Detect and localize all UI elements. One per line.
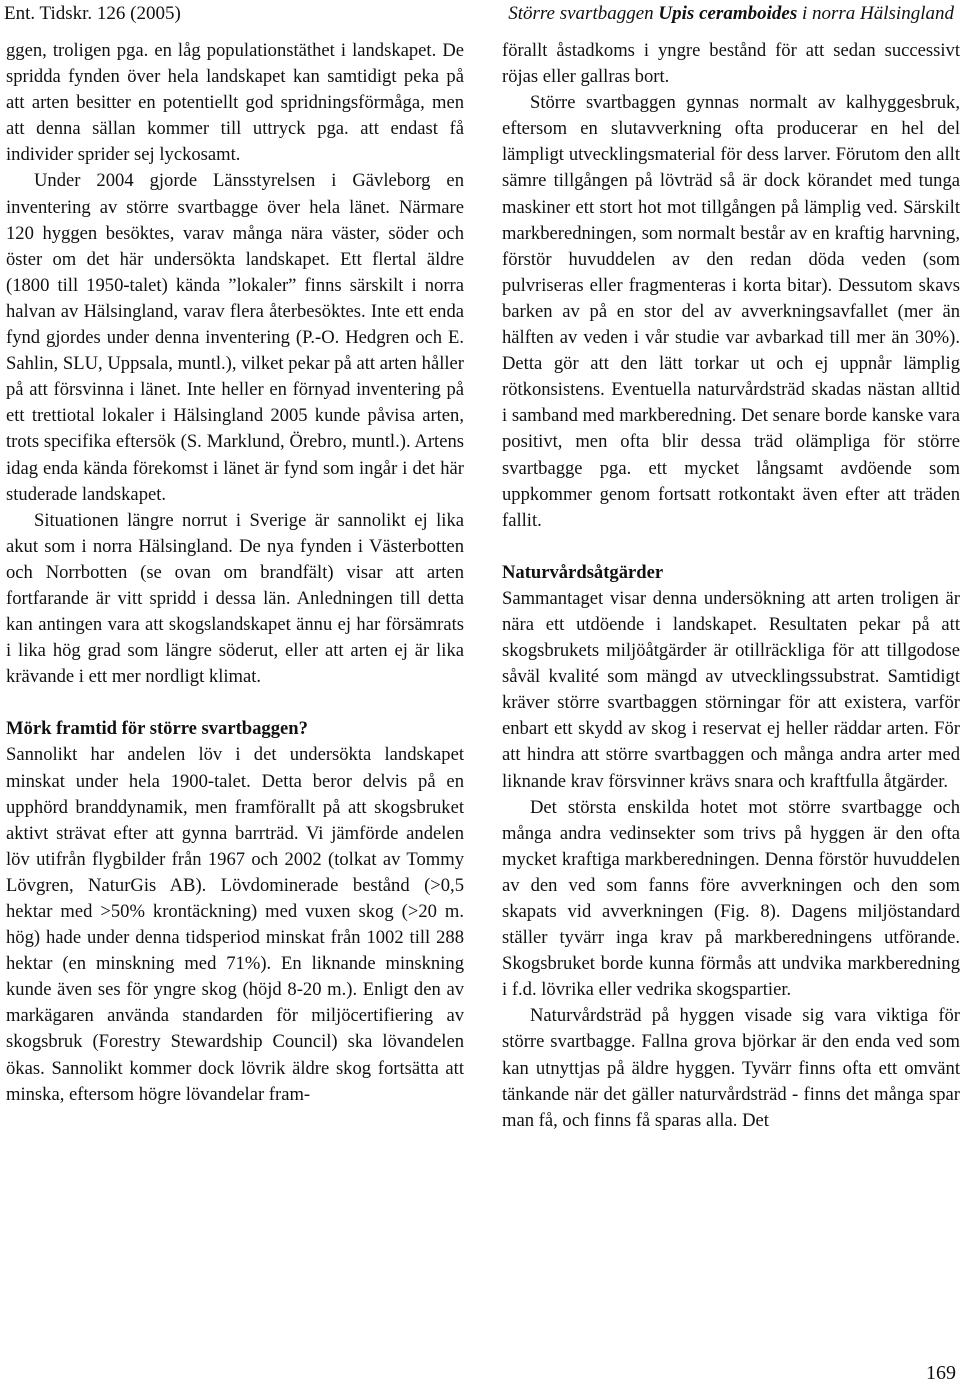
page-number: 169 xyxy=(926,1362,956,1384)
paragraph: Större svartbaggen gynnas normalt av kalhyggesbruk, eftersom en slutavverkning ofta producerar en hel del lämpligt utvecklingsmaterial för dess larver. Förutom den allt sämre tillgången på lövträd så är dock körandet med tunga maskiner ett stort hot mot tillgången på lämplig ved. Särskilt markberedningen, som normalt består av en kraftig harvning, förstör huvuddelen av den redan döda veden (som pulvriseras eller fragmenteras i korta bitar). Dessutom skavs barken av på en stor del av avverkningsavfallet (mer än hälften av veden i vår studie var avbarkad till mer än 30%). Detta gör att den lätt torkar ut och ej uppnår lämplig rötkonsistens. Eventuella naturvårdsträd skadas nästan alltid i samband med markberedning. Det senare borde kanske vara positivt, men ofta blir dessa träd olämpliga för större svartbagge pga. ett mycket långsamt avdöende som uppkommer genom fortsatt rotkontakt även efter att träden fallit. xyxy=(502,92,960,531)
species-name: Upis ceramboides xyxy=(658,3,798,24)
paragraph: Sammantaget visar denna undersökning att arten troligen är nära ett utdöende i landskapet. Resultaten pekar på att skogsbrukets miljöåtgärder är otillräckliga för att tillgodose såväl kvalité som mängd av utvecklingssubstrat. Samtidigt kräver större svartbaggen störningar för att existera, varför enbart ett skydd av skog i reservat ej heller räddar arten. För att hindra att större svartbaggen och många andra arter med liknande krav försvinner krävs snara och kraftfulla åtgärder. xyxy=(502,587,960,792)
section-heading: Mörk framtid för större svartbaggen? xyxy=(6,718,308,740)
paragraph: Sannolikt har andelen löv i det undersökta landskapet minskat under hela 1900-talet. Detta beror delvis på en upphörd branddynamik, men framförallt på att skogsbruket aktivt strävat efter att gynna barrträd. Vi jämförde andelen löv utifrån flygbilder från 1967 och 2002 (tolkat av Tommy Lövgren, NaturGis AB). Lövdominerade bestånd (>0,5 hektar med >50% krontäckning) med vuxen skog (>20 m. hög) hade under denna tidsperiod minskat från 1002 till 288 hektar (en minskning med 71%). En liknande minskning kunde även ses för yngre skog (höjd 8-20 m.). Enligt den av markägaren använda standarden för miljöcertifiering av skogsbruk (Forestry Stewardship Council) ska lövandelen ökas. Sannolikt kommer dock lövrik äldre skog fortsätta att minska, eftersom högre lövandelar fram- xyxy=(6,744,464,1105)
paragraph: Naturvårdsträd på hyggen visade sig vara viktiga för större svartbagge. Fallna grova björkar är den enda ved som kan utnyttjas på äldre hyggen. Tyvärr finns ofta ett omvänt tänkande när det gäller naturvårdsträd - finns det många spar man få, och finns få sparas alla. Det xyxy=(502,1005,960,1131)
left-column xyxy=(6,38,464,1108)
paragraph: Under 2004 gjorde Länsstyrelsen i Gävleborg en inventering av större svartbagge över hela länet. Närmare 120 hyggen besöktes, varav många nära väster, söder och öster om det här undersökta landskapet. Ett flertal äldre (1800 till 1950-talet) kända ”lokaler” finns särskilt i norra halvan av Hälsingland, varav flera återbesöktes. Inte ett enda fynd gjordes under denna inventering (P.-O. Hedgren och E. Sahlin, SLU, Uppsala, muntl.), vilket pekar på att arten håller på att försvinna i länet. Inte heller en förnyad inventering på ett trettiotal lokaler i Hälsingland 2005 kunde påvisa arten, trots specifika eftersök (S. Marklund, Örebro, muntl.). Artens idag enda kända förekomst i länet är fynd som ingår i det här studerade landskapet. xyxy=(6,170,464,505)
running-title: Större svartbaggen Upis ceramboides i norra Hälsingland xyxy=(508,3,954,24)
paragraph: Det största enskilda hotet mot större svartbagge och många andra vedinsekter som trivs på hyggen är den ofta mycket kraftiga markberedningen. Denna förstör huvuddelen av den ved som fanns före avverkningen och den som skapats vid avverkningen (Fig. 8). Dagens miljöstandard ställer tyvärr inga krav på markberedningens utförande. Skogsbruket borde kunna förmås att undvika markberedning i f.d. lövrika eller vedrika skogspartier. xyxy=(502,796,960,1001)
right-column xyxy=(502,38,960,1134)
paragraph: Situationen längre norrut i Sverige är sannolikt ej lika akut som i norra Hälsingland. De nya fynden i Västerbotten och Norrbotten (se ovan om brandfält) visar att arten fortfarande är vitt spridd i dessa län. Anledningen till detta kan antingen vara att skogslandskapet ännu ej har försämrats i lika hög grad som längre söderut, eller att arten ej är lika krävande i ett mer nordligt klimat. xyxy=(6,509,464,688)
journal-citation: Ent. Tidskr. 126 (2005) xyxy=(4,3,181,24)
paragraph: ggen, troligen pga. en låg populationstäthet i landskapet. De spridda fynden över hela landskapet kan samtidigt peka på att arten besitter en potentiellt god spridningsförmåga, men att denna sällan kommer till uttryck pga. att endast få individer sprider sej lyckosamt. xyxy=(6,40,464,166)
paragraph: förallt åstadkoms i yngre bestånd för att sedan successivt röjas eller gallras bort. xyxy=(502,40,960,88)
section-heading: Naturvårdsåtgärder xyxy=(502,561,664,583)
